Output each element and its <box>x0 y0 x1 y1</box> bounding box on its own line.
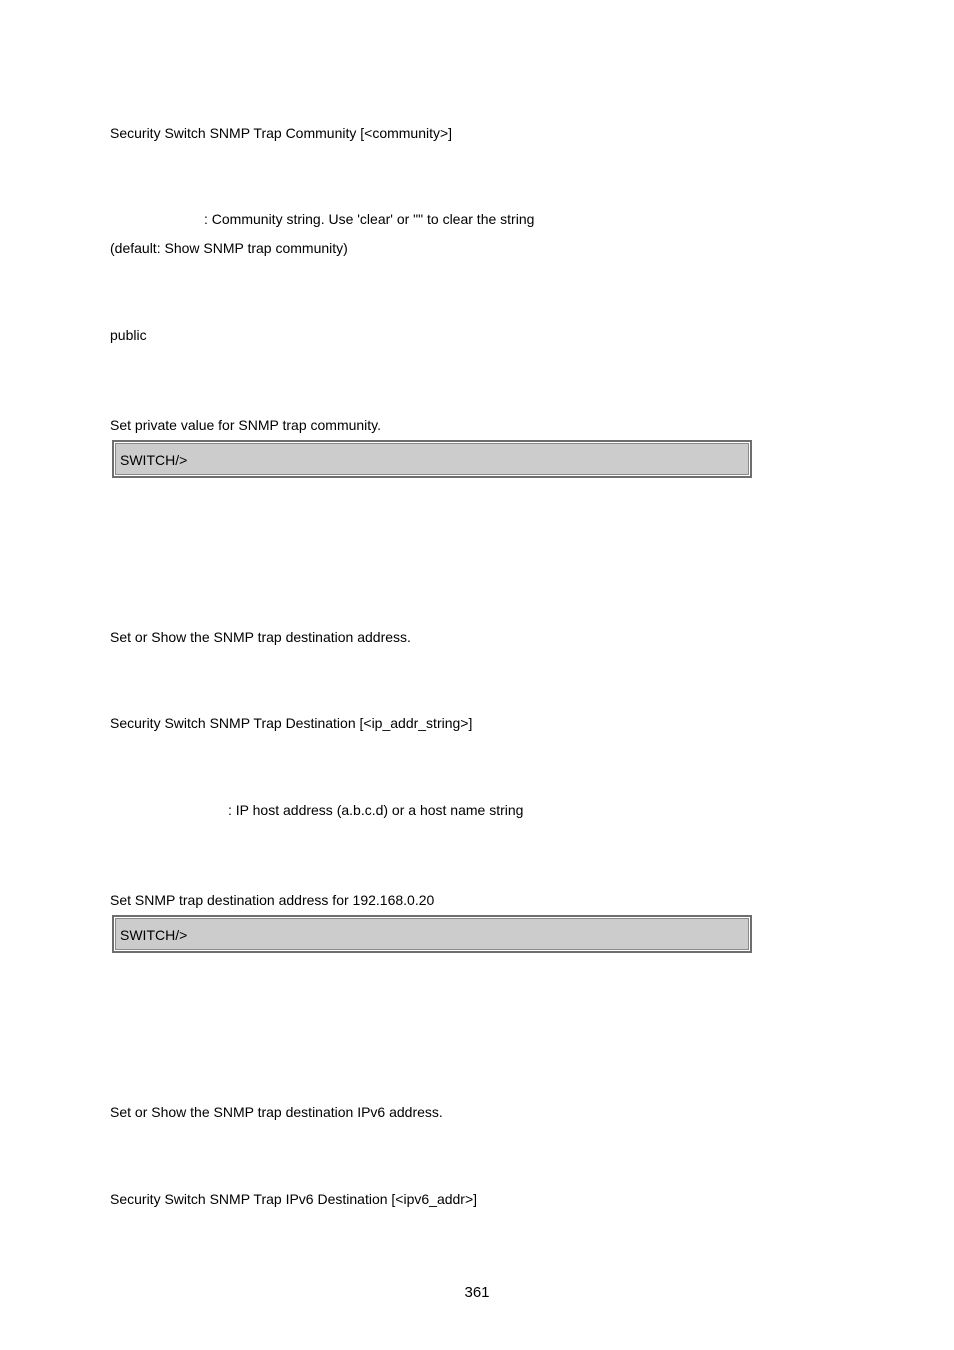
trap-community-syntax: Security Switch SNMP Trap Community [<community>] <box>110 125 453 141</box>
console-box-community <box>112 440 752 478</box>
ip-addr-param-description: : IP host address (a.b.c.d) or a host name string <box>228 802 524 818</box>
trap-destination-syntax: Security Switch SNMP Trap Destination [<ip_addr_string>] <box>110 715 473 731</box>
trap-ipv6-destination-description: Set or Show the SNMP trap destination IPv6 address. <box>110 1104 443 1120</box>
community-example-description: Set private value for SNMP trap community. <box>110 417 382 433</box>
trap-destination-description: Set or Show the SNMP trap destination address. <box>110 629 411 645</box>
page-number: 361 <box>464 1284 490 1301</box>
console-box-destination <box>112 915 752 953</box>
community-default-value: public <box>110 327 147 343</box>
community-param-description: : Community string. Use 'clear' or "" to clear the string <box>204 211 535 227</box>
trap-ipv6-destination-syntax: Security Switch SNMP Trap IPv6 Destination [<ipv6_addr>] <box>110 1191 478 1207</box>
console-prompt: SWITCH/> <box>115 443 749 475</box>
community-default: (default: Show SNMP trap community) <box>110 240 348 256</box>
console-prompt: SWITCH/> <box>115 918 749 950</box>
destination-example-description: Set SNMP trap destination address for 192.168.0.20 <box>110 892 435 908</box>
